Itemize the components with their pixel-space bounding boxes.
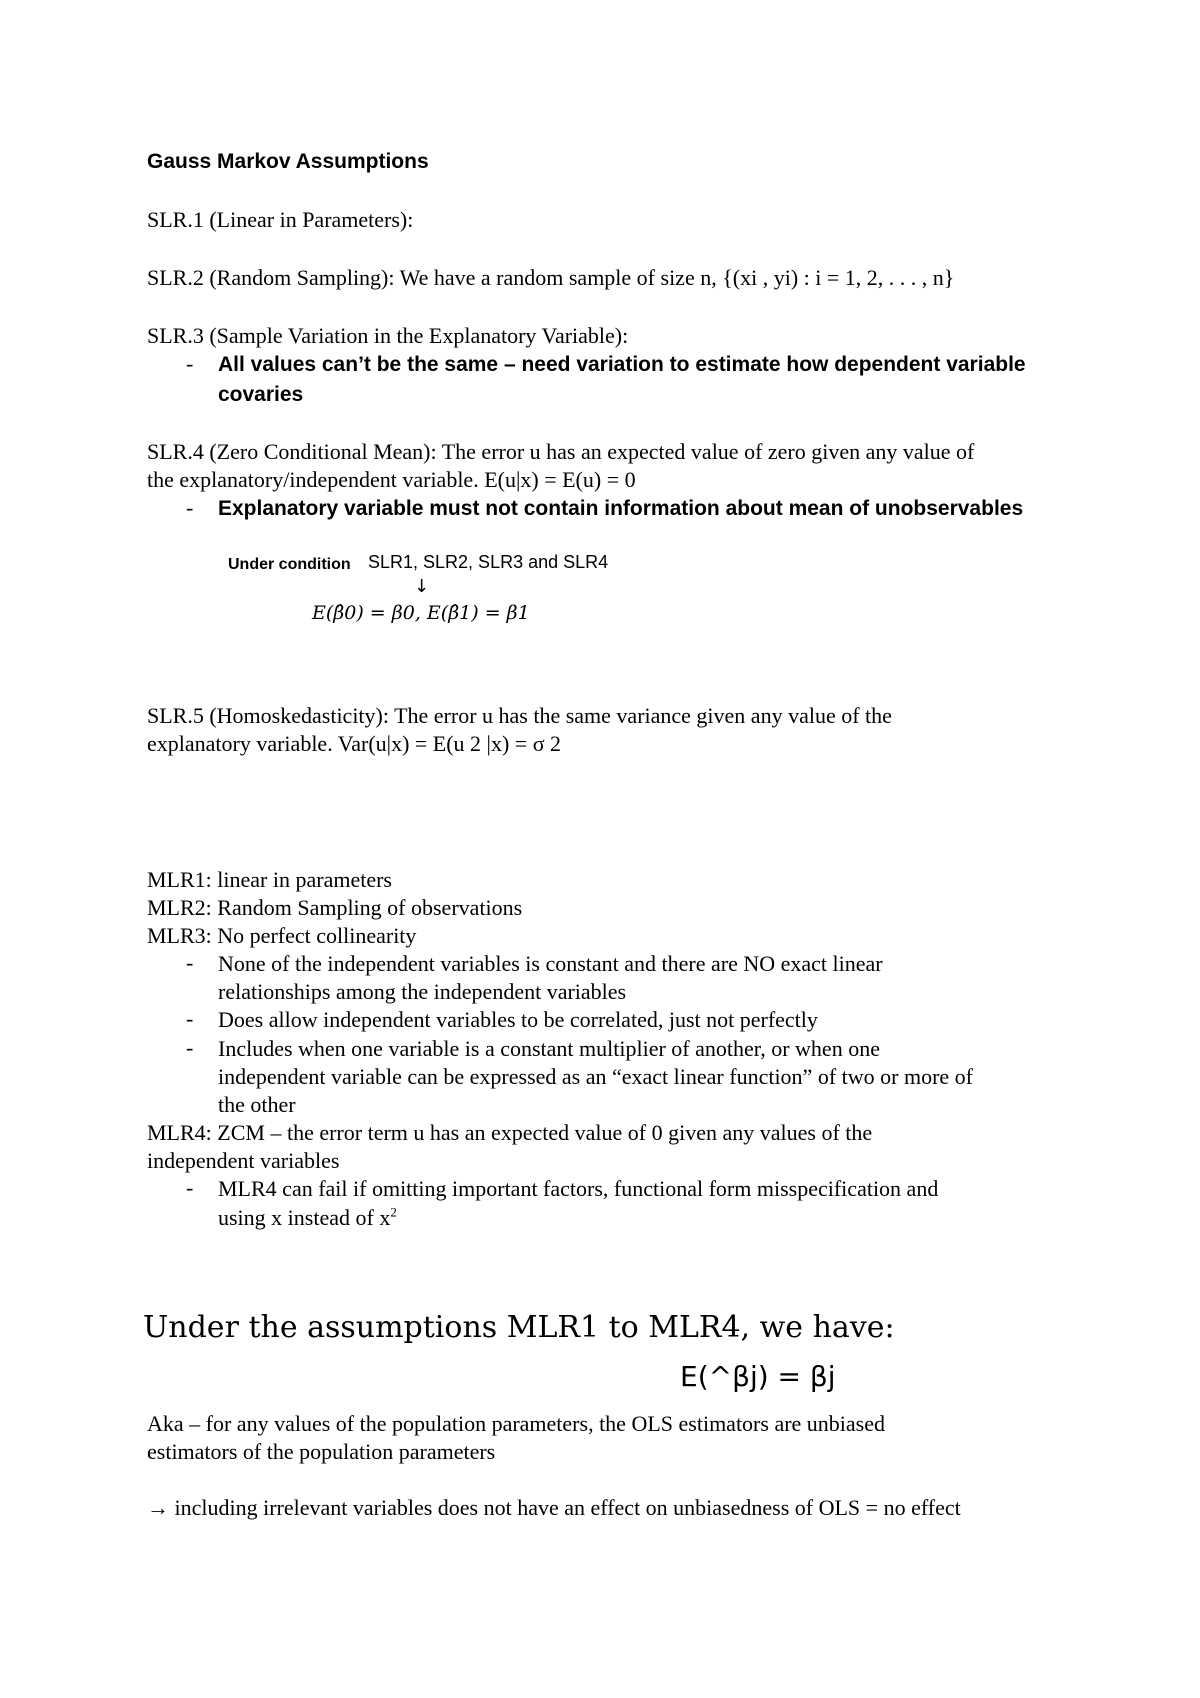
mlr4-line1: MLR4: ZCM – the error term u has an expected value of 0 given any values of the: [147, 1120, 873, 1145]
right-arrow-icon: →: [147, 1495, 169, 1520]
superscript-two: 2: [390, 1204, 397, 1220]
document-title: Gauss Markov Assumptions: [147, 150, 429, 173]
mlr-heading: Under the assumptions MLR1 to MLR4, we have:: [143, 1310, 895, 1345]
arrow-note-line: [147, 1494, 961, 1522]
slr5-line1: SLR.5 (Homoskedasticity): The error u has the same variance given any value of the: [147, 703, 892, 728]
slr3-text: SLR.3 (Sample Variation in the Explanatory Variable):: [147, 323, 629, 348]
slr4-line2: the explanatory/independent variable. E(u|x) = E(u) = 0: [147, 467, 636, 492]
equation-condition-list: SLR1, SLR2, SLR3 and SLR4: [368, 552, 609, 572]
down-arrow-icon: ↓: [414, 576, 430, 597]
slr3-bullet-line1: All values can’t be the same – need variation to estimate how dependent variable: [218, 353, 1026, 376]
slr1-text: SLR.1 (Linear in Parameters):: [147, 207, 414, 232]
mlr4-bullet-line2-wrap: [218, 1204, 397, 1232]
slr4-bullet: Explanatory variable must not contain information about mean of unobservables: [218, 497, 1024, 520]
mlr3-text: MLR3: No perfect collinearity: [147, 923, 417, 948]
mlr-unbiased-formula: E(^βj) = βj: [680, 1360, 836, 1393]
slr5-line2: explanatory variable. Var(u|x) = E(u 2 |x) = σ 2: [147, 731, 562, 756]
bullet-dash: -: [186, 1006, 194, 1031]
mlr3-bullet-1-line2: relationships among the independent variables: [218, 979, 627, 1004]
bullet-dash: -: [186, 495, 194, 520]
arrow-note-text: including irrelevant variables does not have an effect on unbiasedness of OLS = no effect: [174, 1495, 961, 1520]
mlr4-bullet-line1: MLR4 can fail if omitting important factors, functional form misspecification and: [218, 1176, 939, 1201]
slr2-text: SLR.2 (Random Sampling): We have a random sample of size n, {(xi , yi) : i = 1, 2, . . . , n}: [147, 265, 955, 290]
slr3-bullet-line2: covaries: [218, 383, 304, 406]
unbiasedness-equation-image: [228, 548, 648, 638]
bullet-dash: -: [186, 950, 194, 975]
mlr3-bullet-3-line3: the other: [218, 1092, 296, 1117]
mlr2-text: MLR2: Random Sampling of observations: [147, 895, 523, 920]
equation-condition-label: Under condition: [228, 556, 351, 573]
mlr1-text: MLR1: linear in parameters: [147, 867, 392, 892]
aka-line1: Aka – for any values of the population parameters, the OLS estimators are unbiased: [147, 1411, 885, 1436]
mlr3-bullet-1-line1: None of the independent variables is constant and there are NO exact linear: [218, 951, 883, 976]
mlr3-bullet-3-line2: independent variable can be expressed as an “exact linear function” of two or more of: [218, 1064, 974, 1089]
bullet-dash: -: [186, 1035, 194, 1060]
bullet-dash: -: [186, 351, 194, 376]
slr4-line1: SLR.4 (Zero Conditional Mean): The error u has an expected value of zero given any value of: [147, 439, 975, 464]
mlr4-line2: independent variables: [147, 1148, 340, 1173]
bullet-dash: -: [186, 1175, 194, 1200]
mlr4-bullet-line2: using x instead of x: [218, 1205, 391, 1230]
mlr3-bullet-3-line1: Includes when one variable is a constant multiplier of another, or when one: [218, 1036, 880, 1061]
aka-line2: estimators of the population parameters: [147, 1439, 496, 1464]
equation-formula: E(β̂0) = β0, E(β̂1) = β1: [312, 602, 530, 624]
mlr3-bullet-2-line1: Does allow independent variables to be correlated, just not perfectly: [218, 1007, 818, 1032]
